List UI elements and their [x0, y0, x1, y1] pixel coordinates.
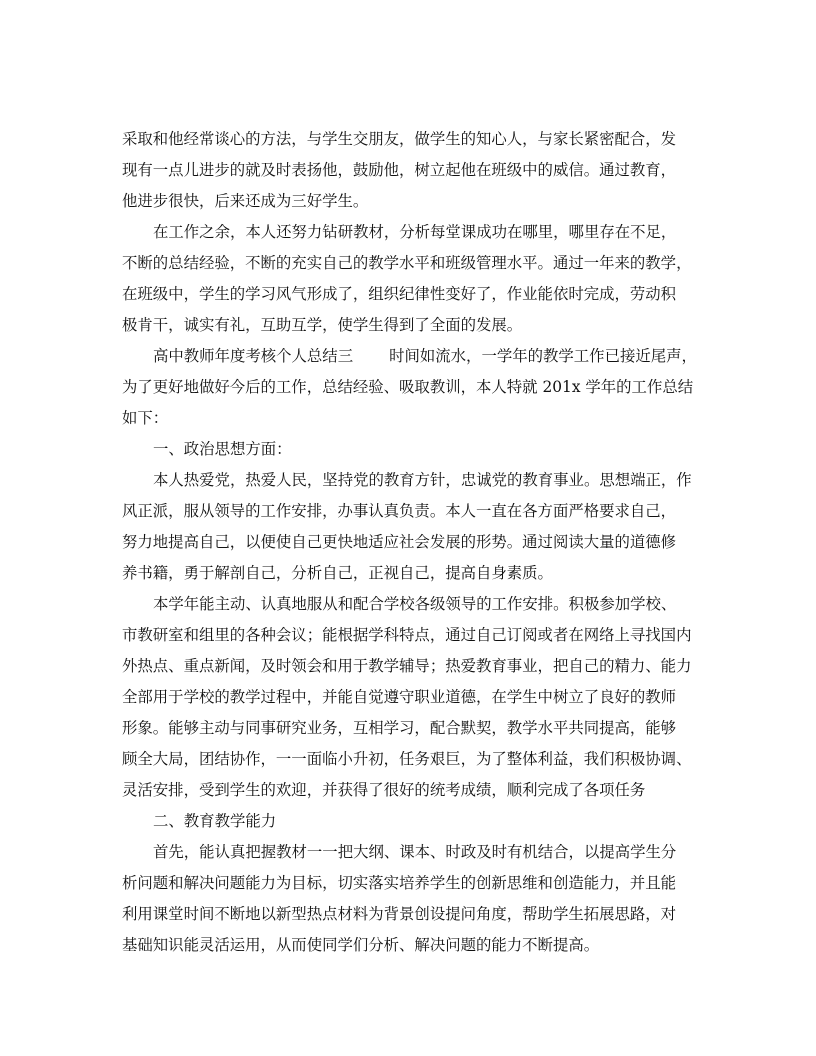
line-text: 利用课堂时间不断地以新型热点材料为背景创设提问角度，帮助学生拓展思路，对	[122, 905, 677, 923]
section-heading: 高中教师年度考核个人总结三	[153, 347, 354, 365]
text-line	[122, 806, 698, 837]
line-text: 基础知识能灵活运用，从而使同学们分析、解决问题的能力不断提高。	[122, 936, 600, 954]
line-text: 采取和他经常谈心的方法，与学生交朋友，做学生的知心人，与家长紧密配合，发	[122, 130, 677, 148]
text-line	[122, 248, 698, 279]
line-text: 在班级中，学生的学习风气形成了，组织纪律性变好了，作业能依时完成，劳动积	[122, 285, 677, 303]
text-line	[122, 496, 698, 527]
text-line	[122, 341, 698, 372]
text-line	[122, 558, 698, 589]
line-text: 为了更好地做好今后的工作，总结经验、吸取教训，本人特就 201x 学年的工作总结	[122, 378, 694, 396]
text-line	[122, 279, 698, 310]
text-line	[122, 589, 698, 620]
line-text: 本人热爱党，热爱人民，坚持党的教育方针，忠诚党的教育事业。思想端正，作	[153, 471, 692, 489]
text-line	[122, 775, 698, 806]
text-line	[122, 434, 698, 465]
text-line	[122, 403, 698, 434]
line-text: 风正派，服从领导的工作安排，办事认真负责。本人一直在各方面严格要求自己，	[122, 502, 677, 520]
line-text: 时间如流水，一学年的教学工作已接近尾声，	[389, 347, 697, 365]
line-text: 在工作之余，本人还努力钻研教材，分析每堂课成功在哪里，哪里存在不足，	[153, 223, 677, 241]
line-text: 养书籍，勇于解剖自己，分析自己，正视自己，提高自身素质。	[122, 564, 553, 582]
line-text: 极肯干，诚实有礼，互助互学，使学生得到了全面的发展。	[122, 316, 523, 334]
text-line	[122, 217, 698, 248]
text-line	[122, 310, 698, 341]
line-text: 现有一点儿进步的就及时表扬他，鼓励他，树立起他在班级中的威信。通过教育，	[122, 161, 677, 179]
line-text: 析问题和解决问题能力为目标，切实落实培养学生的创新思维和创造能力，并且能	[122, 874, 677, 892]
text-line	[122, 899, 698, 930]
line-text: 首先，能认真把握教材一一把大纲、课本、时政及时有机结合，以提高学生分	[153, 843, 677, 861]
text-line	[122, 620, 698, 651]
text-line	[122, 682, 698, 713]
text-line	[122, 186, 698, 217]
section-heading: 二、教育教学能力	[153, 812, 277, 830]
text-line	[122, 713, 698, 744]
text-line	[122, 527, 698, 558]
line-text: 他进步很快，后来还成为三好学生。	[122, 192, 369, 210]
text-line	[122, 124, 698, 155]
line-text: 不断的总结经验，不断的充实自己的教学水平和班级管理水平。通过一年来的教学，	[122, 254, 692, 272]
line-text: 全部用于学校的教学过程中，并能自觉遵守职业道德，在学生中树立了良好的教师	[122, 688, 677, 706]
text-line	[122, 651, 698, 682]
section-heading: 一、政治思想方面：	[153, 440, 292, 458]
text-line	[122, 744, 698, 775]
line-text: 如下：	[122, 409, 169, 427]
line-text: 灵活安排，受到学生的欢迎，并获得了很好的统考成绩，顺利完成了各项任务	[122, 781, 646, 799]
text-line	[122, 837, 698, 868]
text-line	[122, 155, 698, 186]
text-line	[122, 372, 698, 403]
line-text: 努力地提高自己，以便使自己更快地适应社会发展的形势。通过阅读大量的道德修	[122, 533, 677, 551]
line-text: 本学年能主动、认真地服从和配合学校各级领导的工作安排。积极参加学校、	[153, 595, 677, 613]
line-text: 外热点、重点新闻，及时领会和用于教学辅导；热爱教育事业，把自己的精力、能力	[122, 657, 692, 675]
text-line	[122, 930, 698, 961]
line-text: 市教研室和组里的各种会议；能根据学科特点，通过自己订阅或者在网络上寻找国内	[122, 626, 692, 644]
line-text: 形象。能够主动与同事研究业务，互相学习，配合默契，教学水平共同提高，能够	[122, 719, 677, 737]
text-line	[122, 868, 698, 899]
document-body	[122, 124, 698, 961]
text-line	[122, 465, 698, 496]
line-text: 顾全大局，团结协作，一一面临小升初，任务艰巨，为了整体利益，我们积极协调、	[122, 750, 692, 768]
